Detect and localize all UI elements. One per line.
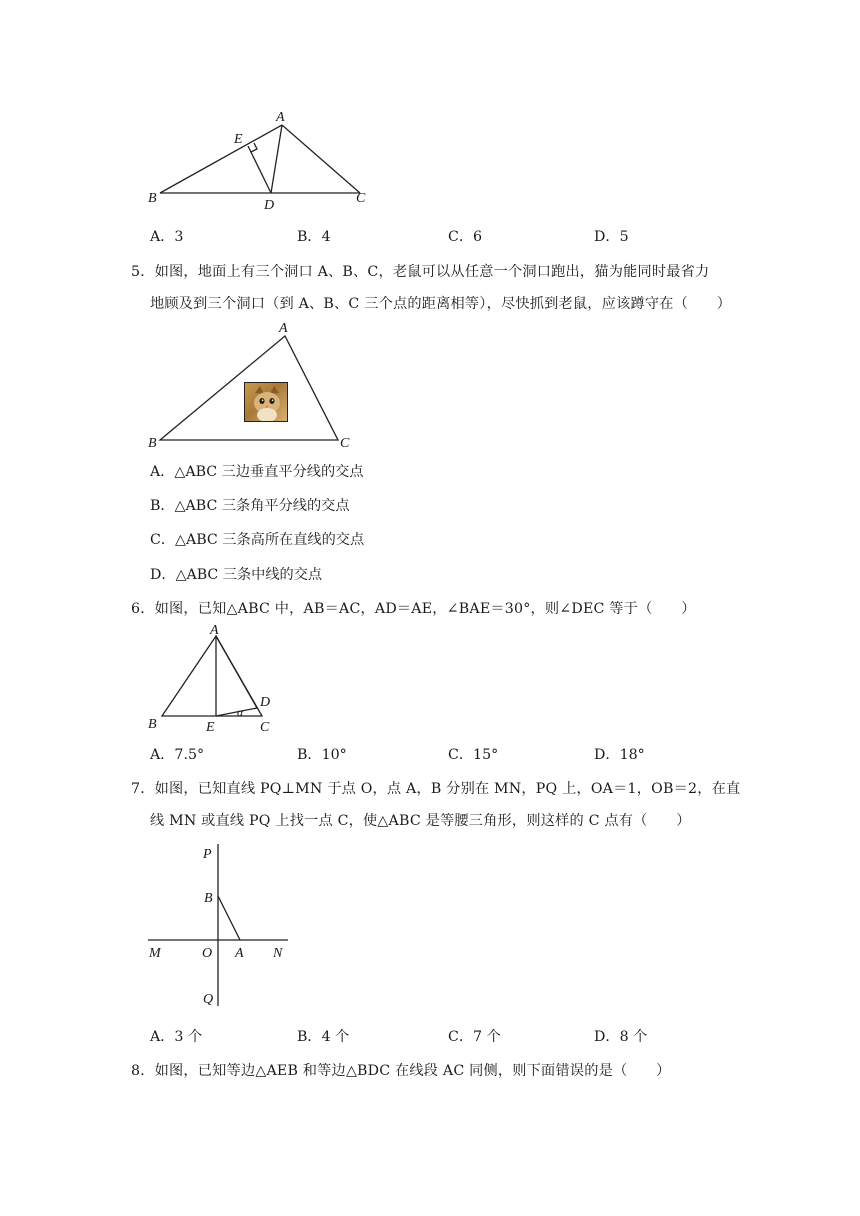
q4-label-B: B [148, 191, 157, 206]
q5-label-A: A [279, 321, 288, 336]
q7-label-A: A [235, 946, 244, 961]
q4-option-d[interactable]: D．5 [594, 229, 629, 245]
q7-label-B: B [204, 891, 213, 906]
q5-option-c[interactable]: C．△ABC 三条高所在直线的交点 [150, 532, 365, 548]
q5-option-d[interactable]: D．△ABC 三条中线的交点 [150, 567, 323, 583]
q6-option-d[interactable]: D．18° [594, 747, 645, 763]
q4-label-D: D [264, 198, 275, 213]
q7-label-P: P [203, 847, 212, 862]
q4-option-a[interactable]: A．3 [150, 229, 184, 245]
q4-label-A: A [276, 110, 285, 125]
q7-option-a[interactable]: A．3 个 [150, 1029, 203, 1045]
q5-stem-line2: 地顾及到三个洞口（到 A、B、C 三个点的距离相等），尽快抓到老鼠，应该蹲守在（ ） [150, 296, 732, 312]
q7-label-M: M [149, 946, 161, 961]
q5-stem-line1: 5．如图，地面上有三个洞口 A、B、C，老鼠可以从任意一个洞口跑出，猫为能同时最省力 [131, 264, 710, 280]
kitten-image [244, 382, 288, 422]
q4-label-C: C [356, 191, 366, 206]
q6-figure [140, 620, 290, 738]
q4-label-E: E [234, 132, 243, 147]
q6-label-alpha: α [237, 705, 244, 719]
q6-label-A: A [210, 623, 219, 638]
q8-stem-line1: 8．如图，已知等边△AEB 和等边△BDC 在线段 AC 同侧，则下面错误的是（ ） [131, 1063, 671, 1079]
q7-stem-line2: 线 MN 或直线 PQ 上找一点 C，使△ABC 是等腰三角形，则这样的 C 点有（ ） [150, 813, 691, 829]
q6-stem-line1: 6．如图，已知△ABC 中，AB＝AC，AD＝AE，∠BAE＝30°，则∠DEC 等于（ ） [131, 601, 696, 617]
q5-label-C: C [340, 436, 350, 450]
q6-label-B: B [148, 717, 157, 732]
q6-label-E: E [206, 720, 215, 735]
q7-label-Q: Q [203, 992, 214, 1007]
q5-label-B: B [148, 436, 157, 450]
q4-option-b[interactable]: B．4 [297, 229, 331, 245]
q7-option-d[interactable]: D．8 个 [594, 1029, 648, 1045]
q5-option-b[interactable]: B．△ABC 三条角平分线的交点 [150, 498, 350, 514]
q6-option-b[interactable]: B．10° [297, 747, 347, 763]
q7-option-b[interactable]: B．4 个 [297, 1029, 350, 1045]
q7-stem-line1: 7．如图，已知直线 PQ⊥MN 于点 O，点 A，B 分别在 MN，PQ 上，OA＝1，OB＝2，在直 [131, 781, 741, 797]
q7-label-O: O [202, 946, 213, 961]
q6-label-D: D [260, 695, 271, 710]
q6-label-C: C [260, 720, 270, 735]
q7-option-c[interactable]: C．7 个 [448, 1029, 501, 1045]
q4-figure [140, 105, 380, 215]
q6-option-a[interactable]: A．7.5° [150, 747, 205, 763]
q7-figure [140, 840, 300, 1010]
q4-option-c[interactable]: C．6 [448, 229, 483, 245]
q7-label-N: N [273, 946, 283, 961]
q6-option-c[interactable]: C．15° [448, 747, 499, 763]
q5-option-a[interactable]: A．△ABC 三边垂直平分线的交点 [150, 464, 364, 480]
